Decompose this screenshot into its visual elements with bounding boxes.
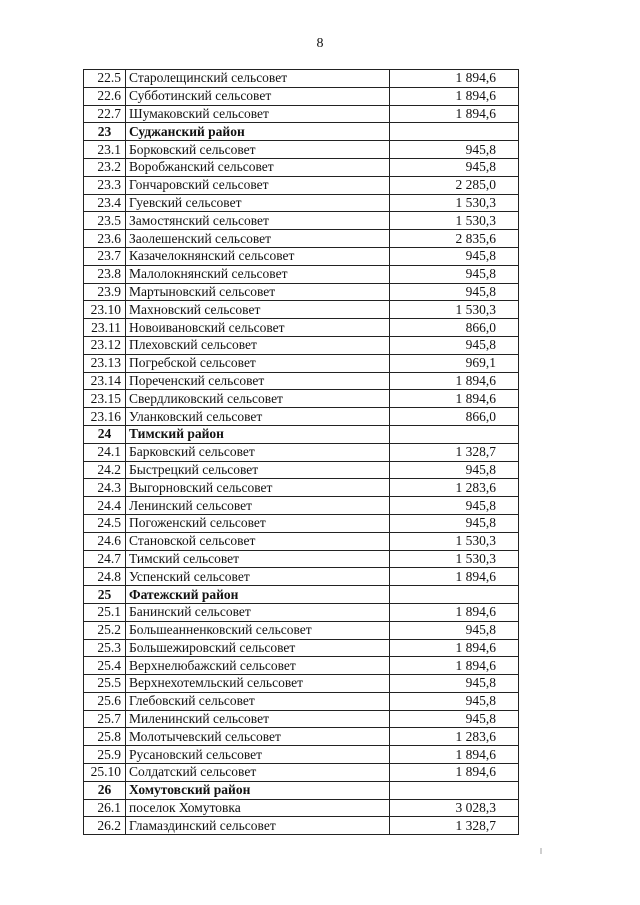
amount-cell: 1 530,3 — [390, 301, 519, 319]
row-number-cell: 23.12 — [84, 336, 126, 354]
row-number-cell: 25.6 — [84, 692, 126, 710]
table-row — [84, 390, 519, 408]
amount-cell: 945,8 — [390, 675, 519, 693]
table-row — [84, 692, 519, 710]
row-number-cell: 26 — [84, 781, 126, 799]
row-number-cell: 25.9 — [84, 746, 126, 764]
amount-cell: 3 028,3 — [390, 799, 519, 817]
row-number-cell: 23.1 — [84, 141, 126, 159]
amount-cell — [390, 123, 519, 141]
table-row — [84, 301, 519, 319]
table-row — [84, 764, 519, 782]
table-row — [84, 461, 519, 479]
municipality-name-cell: Воробжанский сельсовет — [126, 158, 390, 176]
table-row — [84, 176, 519, 194]
row-number-cell: 23.8 — [84, 265, 126, 283]
row-number-cell: 26.2 — [84, 817, 126, 835]
amount-cell: 866,0 — [390, 319, 519, 337]
municipality-name-cell: Выгорновский сельсовет — [126, 479, 390, 497]
table-row — [84, 212, 519, 230]
row-number-cell: 22.7 — [84, 105, 126, 123]
amount-cell: 945,8 — [390, 141, 519, 159]
row-number-cell: 24.8 — [84, 568, 126, 586]
table-row — [84, 319, 519, 337]
row-number-cell: 23.15 — [84, 390, 126, 408]
table-row — [84, 372, 519, 390]
municipality-name-cell: Глебовский сельсовет — [126, 692, 390, 710]
amount-cell: 1 894,6 — [390, 746, 519, 764]
row-number-cell: 25.2 — [84, 621, 126, 639]
municipality-name-cell: Казачелокнянский сельсовет — [126, 247, 390, 265]
municipality-name-cell: Малолокнянский сельсовет — [126, 265, 390, 283]
table-row — [84, 817, 519, 835]
table-row — [84, 568, 519, 586]
amount-cell — [390, 425, 519, 443]
table-body — [84, 70, 519, 835]
amount-cell: 1 530,3 — [390, 532, 519, 550]
municipality-name-cell: Верхнехотемльский сельсовет — [126, 675, 390, 693]
municipality-name-cell: Успенский сельсовет — [126, 568, 390, 586]
municipality-name-cell: Молотычевский сельсовет — [126, 728, 390, 746]
row-number-cell: 22.5 — [84, 70, 126, 88]
row-number-cell: 23.7 — [84, 247, 126, 265]
municipality-name-cell: Верхнелюбажский сельсовет — [126, 657, 390, 675]
amount-cell: 1 328,7 — [390, 443, 519, 461]
municipality-name-cell: Барковский сельсовет — [126, 443, 390, 461]
amount-cell: 945,8 — [390, 692, 519, 710]
amount-cell — [390, 781, 519, 799]
row-number-cell: 24.3 — [84, 479, 126, 497]
municipality-name-cell: Банинский сельсовет — [126, 603, 390, 621]
amount-cell: 1 894,6 — [390, 764, 519, 782]
amount-cell: 2 835,6 — [390, 230, 519, 248]
district-name-cell: Тимский район — [126, 425, 390, 443]
amount-cell: 1 894,6 — [390, 87, 519, 105]
amount-cell: 945,8 — [390, 158, 519, 176]
municipality-name-cell: Большеанненковский сельсовет — [126, 621, 390, 639]
district-row — [84, 781, 519, 799]
table-row — [84, 443, 519, 461]
amount-cell: 945,8 — [390, 710, 519, 728]
amount-cell: 945,8 — [390, 247, 519, 265]
row-number-cell: 25.5 — [84, 675, 126, 693]
municipality-name-cell: Пореченский сельсовет — [126, 372, 390, 390]
row-number-cell: 23.9 — [84, 283, 126, 301]
row-number-cell: 23.11 — [84, 319, 126, 337]
row-number-cell: 23.6 — [84, 230, 126, 248]
amount-cell — [390, 586, 519, 604]
municipality-name-cell: Свердликовский сельсовет — [126, 390, 390, 408]
row-number-cell: 24.7 — [84, 550, 126, 568]
municipality-name-cell: Гуевский сельсовет — [126, 194, 390, 212]
amount-cell: 1 283,6 — [390, 728, 519, 746]
municipality-name-cell: Новоивановский сельсовет — [126, 319, 390, 337]
row-number-cell: 24.6 — [84, 532, 126, 550]
table-row — [84, 230, 519, 248]
table-row — [84, 105, 519, 123]
row-number-cell: 24 — [84, 425, 126, 443]
municipality-name-cell: Быстрецкий сельсовет — [126, 461, 390, 479]
amount-cell: 2 285,0 — [390, 176, 519, 194]
amount-cell: 1 894,6 — [390, 105, 519, 123]
row-number-cell: 24.2 — [84, 461, 126, 479]
municipality-name-cell: Погребской сельсовет — [126, 354, 390, 372]
allocation-table-container — [83, 69, 519, 835]
district-row — [84, 586, 519, 604]
row-number-cell: 25 — [84, 586, 126, 604]
allocation-table — [83, 69, 519, 835]
district-row — [84, 123, 519, 141]
municipality-name-cell: Плеховский сельсовет — [126, 336, 390, 354]
amount-cell: 945,8 — [390, 265, 519, 283]
table-row — [84, 603, 519, 621]
amount-cell: 1 894,6 — [390, 657, 519, 675]
table-row — [84, 532, 519, 550]
municipality-name-cell: Замостянский сельсовет — [126, 212, 390, 230]
row-number-cell: 25.8 — [84, 728, 126, 746]
municipality-name-cell: Махновский сельсовет — [126, 301, 390, 319]
table-row — [84, 408, 519, 426]
amount-cell: 945,8 — [390, 283, 519, 301]
row-number-cell: 23 — [84, 123, 126, 141]
municipality-name-cell: Борковский сельсовет — [126, 141, 390, 159]
table-row — [84, 158, 519, 176]
table-row — [84, 746, 519, 764]
table-row — [84, 247, 519, 265]
amount-cell: 1 283,6 — [390, 479, 519, 497]
amount-cell: 1 894,6 — [390, 639, 519, 657]
row-number-cell: 23.2 — [84, 158, 126, 176]
municipality-name-cell: поселок Хомутовка — [126, 799, 390, 817]
municipality-name-cell: Становской сельсовет — [126, 532, 390, 550]
table-row — [84, 283, 519, 301]
table-row — [84, 514, 519, 532]
amount-cell: 866,0 — [390, 408, 519, 426]
table-row — [84, 497, 519, 515]
row-number-cell: 26.1 — [84, 799, 126, 817]
municipality-name-cell: Шумаковский сельсовет — [126, 105, 390, 123]
district-name-cell: Хомутовский район — [126, 781, 390, 799]
amount-cell: 1 530,3 — [390, 212, 519, 230]
amount-cell: 945,8 — [390, 336, 519, 354]
table-row — [84, 728, 519, 746]
row-number-cell: 23.10 — [84, 301, 126, 319]
row-number-cell: 24.5 — [84, 514, 126, 532]
table-row — [84, 354, 519, 372]
row-number-cell: 23.3 — [84, 176, 126, 194]
district-name-cell: Фатежский район — [126, 586, 390, 604]
municipality-name-cell: Мартыновский сельсовет — [126, 283, 390, 301]
district-row — [84, 425, 519, 443]
scan-artifact — [540, 848, 542, 854]
municipality-name-cell: Старолещинский сельсовет — [126, 70, 390, 88]
amount-cell: 945,8 — [390, 514, 519, 532]
amount-cell: 1 894,6 — [390, 568, 519, 586]
amount-cell: 1 894,6 — [390, 390, 519, 408]
row-number-cell: 23.13 — [84, 354, 126, 372]
municipality-name-cell: Субботинский сельсовет — [126, 87, 390, 105]
table-row — [84, 657, 519, 675]
table-row — [84, 194, 519, 212]
municipality-name-cell: Миленинский сельсовет — [126, 710, 390, 728]
municipality-name-cell: Гламаздинский сельсовет — [126, 817, 390, 835]
table-row — [84, 265, 519, 283]
municipality-name-cell: Ленинский сельсовет — [126, 497, 390, 515]
municipality-name-cell: Гончаровский сельсовет — [126, 176, 390, 194]
row-number-cell: 23.4 — [84, 194, 126, 212]
amount-cell: 1 894,6 — [390, 603, 519, 621]
amount-cell: 945,8 — [390, 497, 519, 515]
table-row — [84, 799, 519, 817]
table-row — [84, 70, 519, 88]
amount-cell: 945,8 — [390, 461, 519, 479]
municipality-name-cell: Солдатский сельсовет — [126, 764, 390, 782]
municipality-name-cell: Тимский сельсовет — [126, 550, 390, 568]
page-number: 8 — [316, 36, 324, 51]
row-number-cell: 22.6 — [84, 87, 126, 105]
row-number-cell: 24.1 — [84, 443, 126, 461]
row-number-cell: 25.7 — [84, 710, 126, 728]
row-number-cell: 25.1 — [84, 603, 126, 621]
table-row — [84, 336, 519, 354]
table-row — [84, 141, 519, 159]
amount-cell: 969,1 — [390, 354, 519, 372]
table-row — [84, 675, 519, 693]
table-row — [84, 550, 519, 568]
municipality-name-cell: Погоженский сельсовет — [126, 514, 390, 532]
amount-cell: 1 894,6 — [390, 372, 519, 390]
municipality-name-cell: Заолешенский сельсовет — [126, 230, 390, 248]
row-number-cell: 23.14 — [84, 372, 126, 390]
amount-cell: 1 894,6 — [390, 70, 519, 88]
table-row — [84, 639, 519, 657]
municipality-name-cell: Русановский сельсовет — [126, 746, 390, 764]
table-row — [84, 479, 519, 497]
row-number-cell: 23.5 — [84, 212, 126, 230]
table-row — [84, 710, 519, 728]
amount-cell: 1 328,7 — [390, 817, 519, 835]
table-row — [84, 87, 519, 105]
municipality-name-cell: Большежировский сельсовет — [126, 639, 390, 657]
row-number-cell: 25.10 — [84, 764, 126, 782]
amount-cell: 1 530,3 — [390, 550, 519, 568]
row-number-cell: 25.3 — [84, 639, 126, 657]
municipality-name-cell: Уланковский сельсовет — [126, 408, 390, 426]
amount-cell: 1 530,3 — [390, 194, 519, 212]
table-row — [84, 621, 519, 639]
row-number-cell: 24.4 — [84, 497, 126, 515]
amount-cell: 945,8 — [390, 621, 519, 639]
row-number-cell: 25.4 — [84, 657, 126, 675]
row-number-cell: 23.16 — [84, 408, 126, 426]
district-name-cell: Суджанский район — [126, 123, 390, 141]
